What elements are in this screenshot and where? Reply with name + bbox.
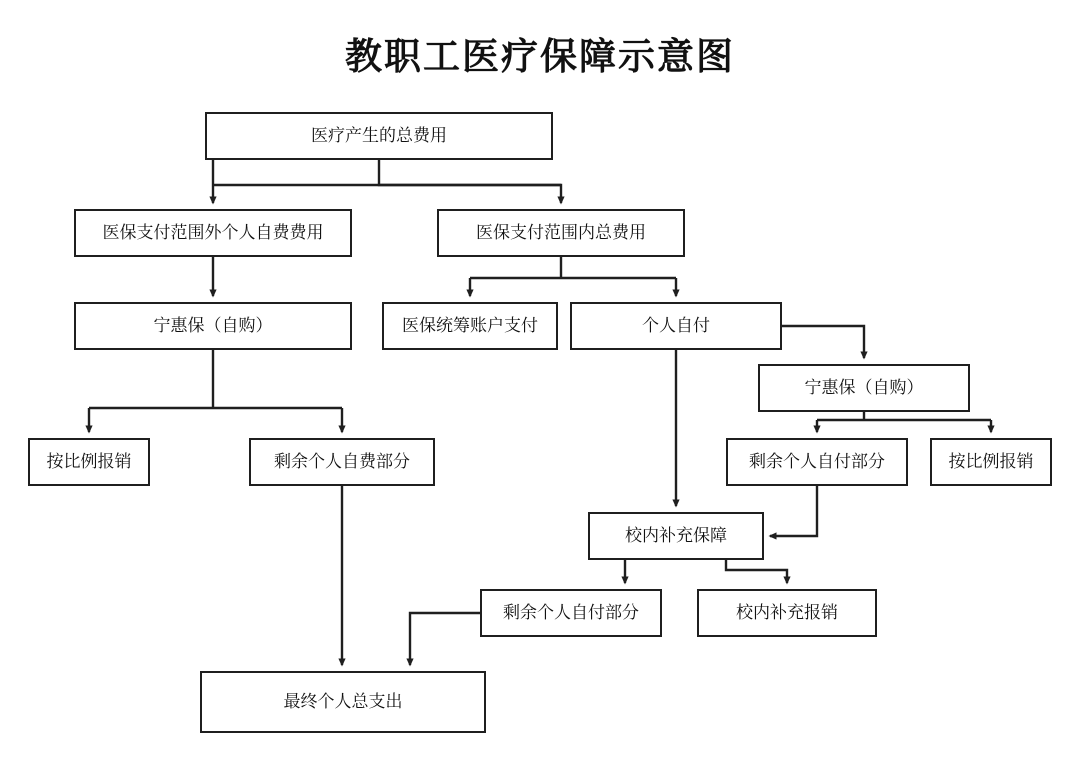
node-label: 医保支付范围内总费用 [476, 222, 646, 242]
node-in-scope-cost[interactable] [437, 209, 685, 257]
node-total-cost[interactable] [205, 112, 553, 160]
node-label: 校内补充报销 [736, 602, 838, 622]
node-ninghuibao-self-left[interactable] [74, 302, 352, 350]
node-remaining-self-pay[interactable] [249, 438, 435, 486]
node-label: 个人自付 [642, 315, 710, 335]
node-label: 医疗产生的总费用 [311, 125, 447, 145]
node-label: 剩余个人自付部分 [749, 451, 885, 471]
node-label: 按比例报销 [46, 451, 132, 471]
node-label: 医保统筹账户支付 [402, 315, 538, 335]
node-out-of-scope-cost[interactable] [74, 209, 352, 257]
node-label: 宁惠保（自购） [153, 315, 273, 335]
edge-campus-to-reimburse [726, 560, 787, 583]
node-remaining-personal-payment-2[interactable] [480, 589, 662, 637]
node-personal-payment[interactable] [570, 302, 782, 350]
node-ninghuibao-self-right[interactable] [758, 364, 970, 412]
edge-total-to-in-scope [379, 160, 561, 203]
page-title: 教职工医疗保障示意图 [345, 36, 735, 77]
node-proportional-reimbursement-right[interactable] [930, 438, 1052, 486]
node-label: 剩余个人自费部分 [274, 451, 410, 471]
edge-personal-to-ninghuibao-right [782, 326, 864, 358]
node-campus-supplementary-reimbursement[interactable] [697, 589, 877, 637]
edge-remaining-2-to-final [410, 613, 480, 665]
node-remaining-personal-payment-1[interactable] [726, 438, 908, 486]
node-label: 最终个人总支出 [283, 691, 403, 711]
edge-remaining-personal-to-campus [770, 486, 817, 536]
node-campus-supplementary-coverage[interactable] [588, 512, 764, 560]
node-label: 校内补充保障 [625, 525, 727, 545]
node-proportional-reimbursement-left[interactable] [28, 438, 150, 486]
node-label: 医保支付范围外个人自费费用 [102, 222, 324, 242]
node-label: 剩余个人自付部分 [503, 602, 639, 622]
node-label: 按比例报销 [948, 451, 1034, 471]
node-final-personal-total-expense[interactable] [200, 671, 486, 733]
node-label: 宁惠保（自购） [804, 377, 924, 397]
node-pooled-account-payment[interactable] [382, 302, 558, 350]
